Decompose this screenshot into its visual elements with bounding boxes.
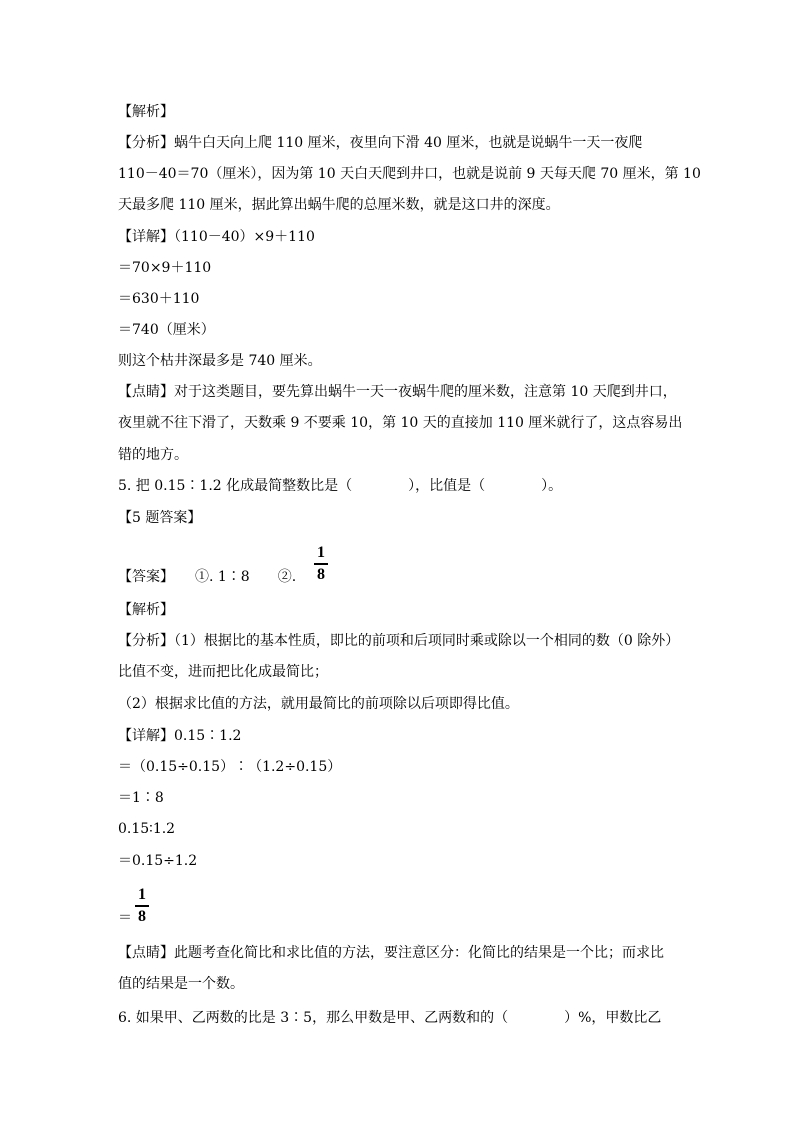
solution-5-step-2: ＝（0.15÷0.15）∶（1.2÷0.15）: [118, 759, 342, 775]
key-point-line-1: 【点睛】对于这类题目，要先算出蜗牛一天一夜蜗牛爬的厘米数，注意第 10 天爬到井口，: [118, 384, 677, 400]
solution-step-1: 【详解】（110－40）×9＋110: [118, 229, 315, 245]
analysis-text-line-2: 110－40＝70（厘米），因为第 10 天白天爬到井口，也就是说前 9 天每天爬 70 厘米，第 10: [118, 166, 701, 182]
solution-conclusion: 则这个枯井深最多是 740 厘米。: [118, 353, 322, 369]
fraction-bar: [135, 905, 149, 907]
analysis-heading: 【解析】: [118, 104, 174, 120]
fraction-denominator: 8: [138, 907, 146, 925]
key-point-5-line-2: 值的结果是一个数。: [118, 976, 244, 992]
solution-5-step-1: 【详解】0.15∶1.2: [118, 728, 242, 744]
analysis-5-line-2: 比值不变，进而把比化成最简比；: [118, 664, 328, 680]
fraction-denominator: 8: [317, 565, 325, 583]
result-fraction: [135, 887, 149, 925]
key-point-line-2: 夜里就不往下滑了，天数乘 9 不要乘 10，第 10 天的直接加 110 厘米就行了，这点容易出: [118, 415, 683, 431]
answer-line: 【答案】 ①. 1∶8 ②.: [118, 569, 297, 585]
analysis-text-line-1: 【分析】蜗牛白天向上爬 110 厘米，夜里向下滑 40 厘米，也就是说蜗牛一天一夜爬: [118, 135, 643, 151]
solution-step-2: ＝70×9＋110: [118, 260, 212, 276]
question-6: 6. 如果甲、乙两数的比是 3∶5，那么甲数是甲、乙两数和的（ ）%，甲数比乙: [118, 1010, 662, 1026]
analysis-5-line-1: 【分析】（1）根据比的基本性质，即比的前项和后项同时乘或除以一个相同的数（0 除外）: [118, 633, 680, 649]
analysis-5-line-3: （2）根据求比值的方法，就用最简比的前项除以后项即得比值。: [118, 696, 519, 712]
fraction-bar: [314, 563, 328, 565]
solution-5-step-4: 0.15∶1.2: [118, 821, 176, 837]
question-5: 5. 把 0.15∶1.2 化成最简整数比是（ ），比值是（ ）。: [118, 478, 563, 494]
analysis-heading-5: 【解析】: [118, 602, 174, 618]
key-point-line-3: 错的地方。: [118, 447, 188, 463]
analysis-text-line-3: 天最多爬 110 厘米，据此算出蜗牛爬的总厘米数，就是这口井的深度。: [118, 197, 560, 213]
fraction-numerator: 1: [317, 544, 325, 561]
answer-5-heading: 【5 题答案】: [118, 510, 202, 526]
result-equals: ＝: [118, 910, 132, 926]
solution-5-step-3: ＝1∶8: [118, 790, 164, 806]
solution-step-4: ＝740（厘米）: [118, 322, 215, 338]
key-point-5-line-1: 【点睛】此题考查化简比和求比值的方法，要注意区分：化简比的结果是一个比；而求比: [118, 945, 664, 961]
answer-fraction: [314, 545, 328, 583]
solution-5-step-5: ＝0.15÷1.2: [118, 853, 198, 869]
solution-step-3: ＝630＋110: [118, 291, 200, 307]
fraction-numerator: 1: [138, 886, 146, 903]
